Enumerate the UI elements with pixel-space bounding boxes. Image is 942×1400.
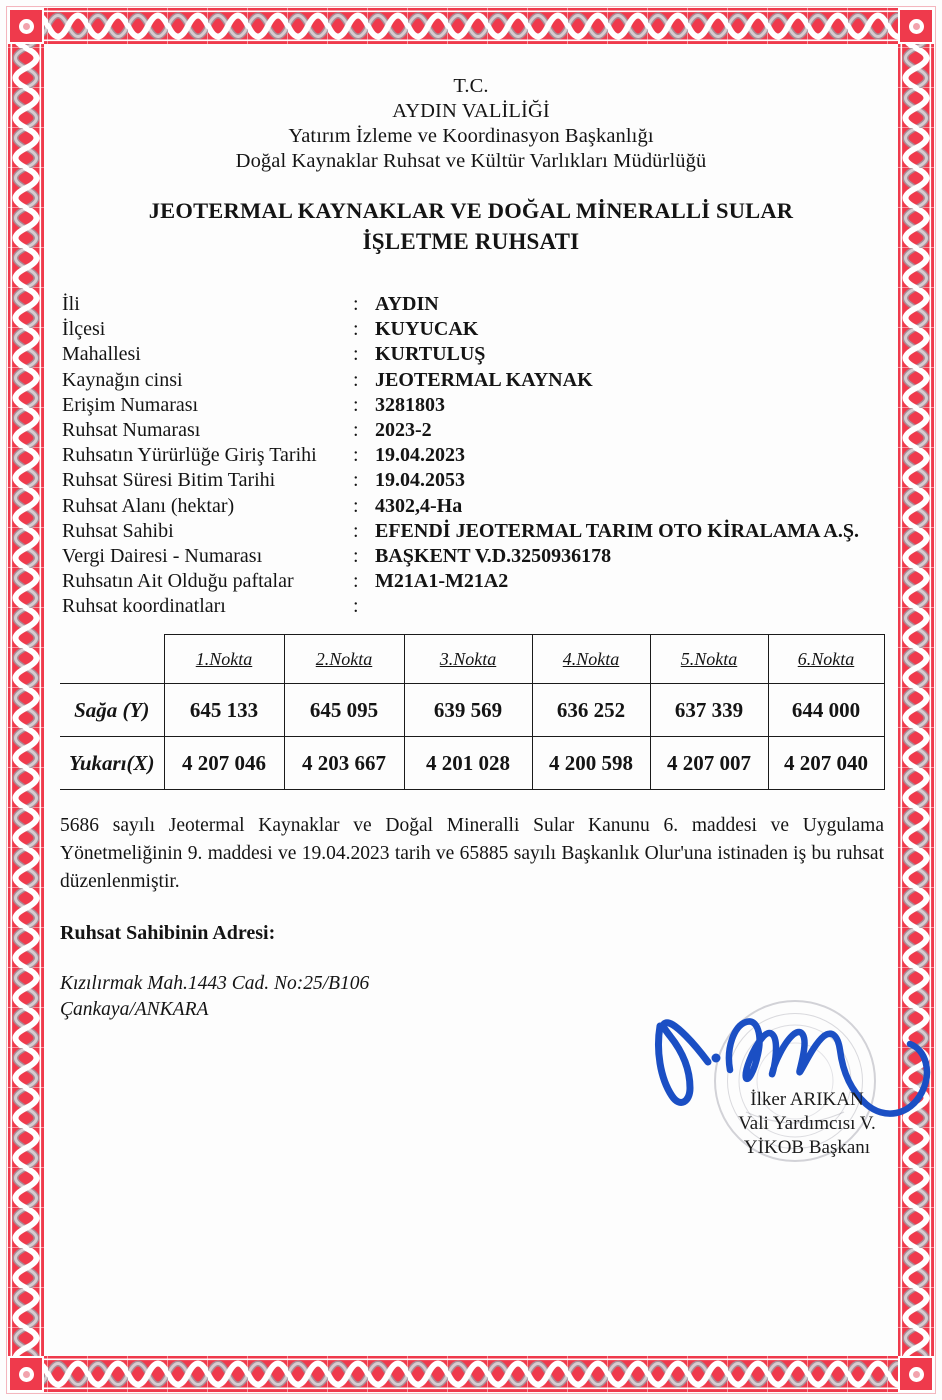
table-cell: 4 200 598 (532, 737, 650, 790)
field-value: 19.04.2023 (375, 444, 465, 467)
field-separator: : (353, 318, 359, 341)
field-label: Mahallesi (62, 343, 141, 366)
field-label: Ruhsatın Yürürlüğe Giriş Tarihi (62, 444, 317, 467)
address-line-2: Çankaya/ANKARA (60, 999, 209, 1021)
field-label: Kaynağın cinsi (62, 368, 183, 391)
field-row-ilce (62, 318, 890, 343)
signatory-details (702, 1088, 912, 1160)
field-separator: : (353, 544, 359, 567)
border-pattern-top-icon (8, 8, 934, 44)
page-title-line-1: JEOTERMAL KAYNAKLAR VE DOĞAL MİNERALLİ SULAR (148, 198, 794, 223)
field-row-bitim-tarihi (62, 469, 890, 494)
column-header-point-6: 6.Nokta (768, 635, 884, 684)
field-separator: : (353, 519, 359, 542)
field-separator: : (353, 595, 359, 618)
field-row-ruhsat-sahibi (62, 520, 890, 545)
field-row-erisim-numarasi (62, 394, 890, 419)
corner-medallion-bottom-left-icon (8, 1356, 44, 1392)
signature-block (582, 992, 902, 1212)
table-row-saga-y (60, 684, 884, 737)
field-value: EFENDİ JEOTERMAL TARIM OTO KİRALAMA A.Ş. (375, 519, 859, 542)
border-band-bottom (8, 1356, 934, 1392)
table-header-row (60, 635, 884, 684)
row-label: Yukarı(X) (60, 737, 164, 790)
border-band-right (898, 8, 934, 1392)
field-value: 19.04.2053 (375, 469, 465, 492)
field-value: M21A1-M21A2 (375, 570, 509, 593)
header-line-directorate: Doğal Kaynaklar Ruhsat ve Kültür Varlıkları Müdürlüğü (235, 150, 707, 172)
field-label: İlçesi (62, 318, 106, 341)
field-label: Erişim Numarası (62, 393, 199, 416)
field-value: AYDIN (375, 293, 439, 315)
legal-paragraph: 5686 sayılı Jeotermal Kaynaklar ve Doğal Mineralli Sular Kanunu 6. maddesi ve Uygulama Yönetmeliğinin 9. maddesi ve 19.04.2023 tarih ve 65885 sayılı Başkanlık Olur'una istinaden iş bu ruhsat düzenlenmiştir. (60, 815, 884, 893)
field-label: İli (62, 293, 80, 315)
address-line-1: Kızılırmak Mah.1443 Cad. No:25/B106 (60, 973, 370, 995)
field-row-il (62, 293, 890, 318)
table-cell: 636 252 (532, 684, 650, 737)
border-pattern-bottom-icon (8, 1356, 934, 1392)
border-pattern-left-icon (8, 8, 44, 1392)
column-header-point-5: 5.Nokta (650, 635, 768, 684)
field-separator: : (353, 293, 359, 315)
field-value: BAŞKENT V.D.3250936178 (375, 544, 612, 567)
table-cell: 4 207 046 (164, 737, 284, 790)
header-line-governorship: AYDIN VALİLİĞİ (392, 100, 550, 122)
field-label: Vergi Dairesi - Numarası (62, 544, 263, 567)
field-value: JEOTERMAL KAYNAK (375, 368, 593, 391)
field-row-koordinatlar (62, 595, 890, 620)
border-pattern-right-icon (898, 8, 934, 1392)
row-label: Sağa (Y) (60, 684, 164, 737)
table-cell: 645 133 (164, 684, 284, 737)
header-line-tc: T.C. (453, 75, 489, 97)
field-label: Ruhsat koordinatları (62, 595, 226, 618)
field-value: 3281803 (375, 393, 445, 416)
field-label: Ruhsat Süresi Bitim Tarihi (62, 469, 276, 492)
field-label: Ruhsat Alanı (hektar) (62, 494, 235, 517)
field-row-ruhsat-alani (62, 495, 890, 520)
table-cell: 4 207 007 (650, 737, 768, 790)
field-row-kaynak-cinsi (62, 369, 890, 394)
field-row-paftalar (62, 570, 890, 595)
table-cell: 637 339 (650, 684, 768, 737)
field-separator: : (353, 444, 359, 467)
table-cell: 4 207 040 (768, 737, 884, 790)
table-cell: 4 201 028 (404, 737, 532, 790)
field-label: Ruhsat Numarası (62, 418, 201, 441)
border-band-top (8, 8, 934, 44)
field-list (62, 293, 890, 620)
field-label: Ruhsat Sahibi (62, 519, 174, 542)
header-line-department: Yatırım İzleme ve Koordinasyon Başkanlığı (288, 125, 654, 147)
table-cell: 644 000 (768, 684, 884, 737)
field-separator: : (353, 469, 359, 492)
field-value: KUYUCAK (375, 318, 479, 341)
field-row-vergi-dairesi (62, 545, 890, 570)
field-separator: : (353, 393, 359, 416)
table-row-yukari-x (60, 737, 884, 790)
field-separator: : (353, 418, 359, 441)
column-header-point-1: 1.Nokta (164, 635, 284, 684)
column-header-point-4: 4.Nokta (532, 635, 650, 684)
signatory-title-2: YİKOB Başkanı (743, 1137, 871, 1158)
coordinates-table (60, 634, 885, 790)
border-band-left (8, 8, 44, 1392)
field-row-ruhsat-numarasi (62, 419, 890, 444)
address-heading: Ruhsat Sahibinin Adresi: (60, 922, 276, 945)
page-title-line-2: İŞLETME RUHSATI (362, 229, 580, 254)
corner-medallion-top-left-icon (8, 8, 44, 44)
column-header-point-2: 2.Nokta (284, 635, 404, 684)
field-separator: : (353, 368, 359, 391)
field-row-mahalle (62, 343, 890, 368)
field-value: 4302,4-Ha (375, 494, 463, 517)
field-value: 2023-2 (375, 418, 432, 441)
table-cell: 639 569 (404, 684, 532, 737)
field-value: KURTULUŞ (375, 343, 486, 366)
table-corner-cell (60, 635, 164, 684)
corner-medallion-bottom-right-icon (898, 1356, 934, 1392)
field-separator: : (353, 494, 359, 517)
corner-medallion-top-right-icon (898, 8, 934, 44)
field-separator: : (353, 570, 359, 593)
table-cell: 4 203 667 (284, 737, 404, 790)
column-header-point-3: 3.Nokta (404, 635, 532, 684)
field-separator: : (353, 343, 359, 366)
page-title (52, 196, 890, 257)
signatory-name: İlker ARIKAN (750, 1089, 864, 1110)
field-row-yururluge-giris-tarihi (62, 444, 890, 469)
table-cell: 645 095 (284, 684, 404, 737)
field-label: Ruhsatın Ait Olduğu paftalar (62, 570, 294, 593)
signatory-title-1: Vali Yardımcısı V. (738, 1113, 876, 1134)
document-body (52, 52, 890, 1348)
